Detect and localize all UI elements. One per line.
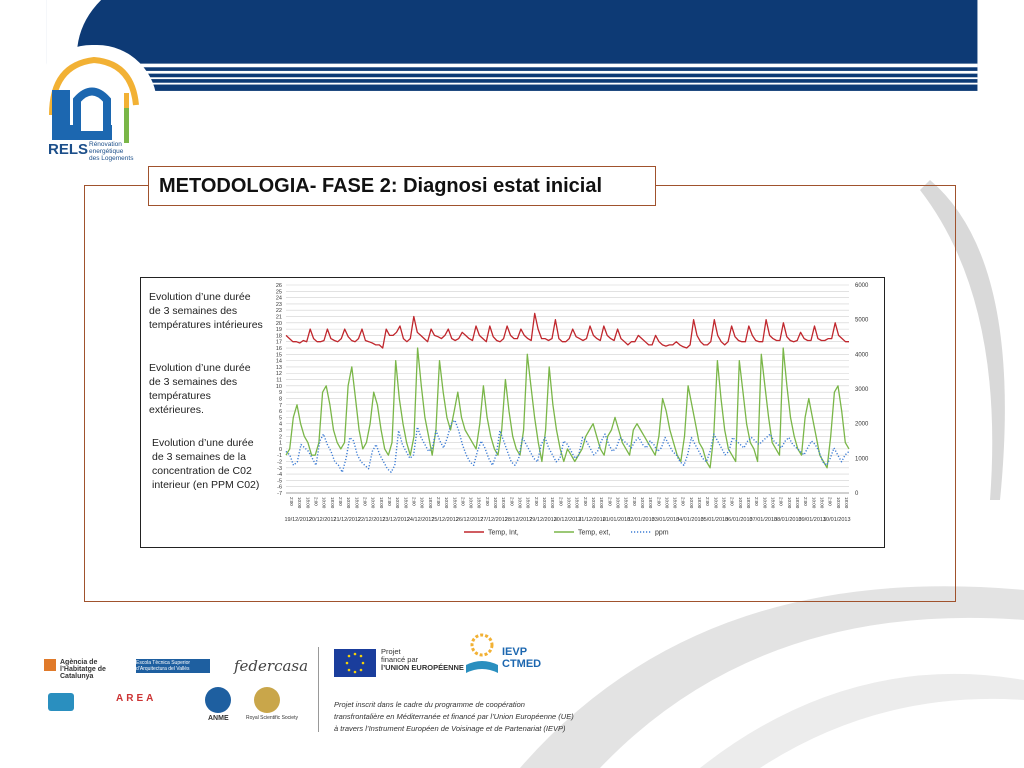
y-left-tick-label: 25: [275, 289, 282, 296]
x-date-tick-label: 25/12/2012: [431, 517, 459, 523]
x-hour-tick-label: 10:00: [444, 497, 450, 509]
x-hour-tick-label: 10:00: [370, 497, 376, 509]
y-left-tick-label: 20: [275, 320, 282, 327]
y-left-tick-label: -2: [277, 459, 282, 466]
x-hour-tick-label: 10:00: [493, 497, 499, 509]
y-left-tick-label: 19: [275, 327, 282, 334]
x-hour-tick-label: 2:00: [582, 497, 588, 506]
logo-small-icon: [48, 693, 74, 711]
description-exterior: Evolution d’une durée de 3 semaines des températures extérieures.: [149, 362, 251, 416]
x-hour-tick-label: 2:00: [435, 497, 441, 506]
x-hour-tick-label: 2:00: [778, 497, 784, 506]
x-hour-tick-label: 2:00: [656, 497, 662, 506]
line-chart: [266, 282, 883, 544]
x-hour-tick-label: 10:00: [811, 497, 817, 509]
x-hour-tick-label: 10:00: [639, 497, 645, 509]
x-hour-tick-label: 2:00: [607, 497, 613, 506]
x-hour-tick-label: 10:00: [297, 497, 303, 509]
y-left-tick-label: 0: [278, 446, 282, 453]
x-date-tick-label: 06/01/2013: [725, 517, 753, 523]
x-hour-tick-label: 18:00: [305, 497, 311, 509]
y-left-tick-label: 26: [275, 283, 282, 289]
x-date-tick-label: 09/01/2013: [798, 517, 827, 523]
x-date-tick-label: 26/12/2012: [455, 517, 484, 523]
x-hour-tick-label: 2:00: [558, 497, 564, 506]
brand-tagline: Rénovation energétique des Logements: [89, 141, 134, 162]
x-hour-tick-label: 10:00: [468, 497, 474, 509]
x-hour-tick-label: 2:00: [754, 497, 760, 506]
brand-name: RELS: [48, 141, 89, 158]
agencia-logo-icon: [44, 659, 56, 671]
x-date-tick-label: 27/12/2012: [480, 517, 508, 523]
y-left-tick-label: 14: [275, 358, 282, 365]
x-hour-tick-label: 2:00: [484, 497, 490, 506]
y-left-tick-label: -1: [277, 453, 282, 460]
anme-logo-icon: [205, 687, 231, 713]
chart-panel: [140, 277, 885, 548]
x-hour-tick-label: 2:00: [289, 497, 295, 506]
x-hour-tick-label: 10:00: [835, 497, 841, 509]
x-hour-tick-label: 2:00: [386, 497, 392, 506]
x-hour-tick-label: 10:00: [566, 497, 572, 509]
y-left-tick-label: 24: [275, 295, 282, 302]
y-left-tick-label: 10: [275, 383, 282, 390]
x-hour-tick-label: 2:00: [803, 497, 809, 506]
x-date-tick-label: 24/12/2012: [406, 517, 435, 523]
logo-rss: Royal Scientific Society: [246, 715, 298, 721]
y-left-tick-label: 3: [278, 427, 282, 434]
y-left-tick-label: 2: [278, 434, 282, 441]
logo-anme: ANME: [208, 715, 229, 722]
y-left-tick-label: 1: [278, 440, 282, 447]
x-hour-tick-label: 18:00: [770, 497, 776, 509]
series-line-tempext: [286, 348, 849, 468]
x-hour-tick-label: 18:00: [550, 497, 556, 509]
y-left-tick-label: 11: [276, 377, 282, 384]
x-hour-tick-label: 18:00: [574, 497, 580, 509]
x-hour-tick-label: 10:00: [713, 497, 719, 509]
x-hour-tick-label: 10:00: [517, 497, 523, 509]
y-left-tick-label: 18: [275, 333, 282, 340]
y-left-tick-label: 16: [275, 346, 282, 353]
logo-federcasa: federcasa: [234, 657, 309, 675]
x-hour-tick-label: 18:00: [476, 497, 482, 509]
x-hour-tick-label: 10:00: [786, 497, 792, 509]
x-hour-tick-label: 10:00: [395, 497, 401, 509]
y-left-tick-label: 9: [278, 390, 282, 397]
x-hour-tick-label: 2:00: [729, 497, 735, 506]
y-left-tick-label: 8: [278, 396, 282, 403]
x-hour-tick-label: 10:00: [542, 497, 548, 509]
legend-label: Temp, Int,: [488, 529, 519, 537]
x-date-tick-label: 07/01/2013: [749, 517, 778, 523]
y-left-tick-label: -7: [277, 491, 282, 497]
x-hour-tick-label: 10:00: [762, 497, 768, 509]
y-left-tick-label: -3: [277, 465, 282, 472]
y-left-tick-label: 5: [278, 415, 282, 422]
description-interior: Evolution d’une durée de 3 semaines des températures intérieures: [149, 291, 263, 331]
x-hour-tick-label: 2:00: [827, 497, 833, 506]
x-hour-tick-label: 18:00: [843, 497, 849, 509]
x-date-tick-label: 22/12/2012: [357, 517, 386, 523]
y-right-tick-label: 5000: [855, 317, 869, 324]
x-date-tick-label: 28/12/2012: [504, 517, 533, 523]
x-hour-tick-label: 18:00: [403, 497, 409, 509]
eu-disclaimer: Projet inscrit dans le cadre du programme de coopération transfrontalière en Méditerranée et financé par l’Union Européenne (UE) à travers l’Instrument Européen de Voisinage et de Partenariat (IEVP): [334, 700, 574, 733]
x-date-tick-label: 20/12/2012: [308, 517, 337, 523]
x-hour-tick-label: 18:00: [623, 497, 629, 509]
x-date-tick-label: 02/01/2013: [627, 517, 655, 523]
x-hour-tick-label: 18:00: [354, 497, 360, 509]
y-left-tick-label: 21: [275, 314, 282, 321]
x-date-tick-label: 30/12/2012: [553, 517, 582, 523]
x-date-tick-label: 10/01/2013: [822, 517, 851, 523]
x-hour-tick-label: 2:00: [411, 497, 417, 506]
x-hour-tick-label: 10:00: [321, 497, 327, 509]
x-hour-tick-label: 18:00: [672, 497, 678, 509]
x-date-tick-label: 19/12/2012: [284, 517, 313, 523]
x-hour-tick-label: 18:00: [794, 497, 800, 509]
series-line-tempint: [286, 313, 849, 348]
x-hour-tick-label: 2:00: [509, 497, 515, 506]
y-left-tick-label: -5: [277, 478, 282, 485]
x-hour-tick-label: 18:00: [648, 497, 654, 509]
x-hour-tick-label: 18:00: [525, 497, 531, 509]
x-date-tick-label: 21/12/2012: [333, 517, 361, 523]
x-hour-tick-label: 10:00: [737, 497, 743, 509]
y-right-tick-label: 2000: [855, 421, 869, 428]
y-left-tick-label: 23: [275, 301, 282, 308]
x-hour-tick-label: 2:00: [460, 497, 466, 506]
x-hour-tick-label: 10:00: [688, 497, 694, 509]
logo-etsav: Escola Tècnica Superior d’Arquitectura del Vallès: [136, 660, 191, 672]
x-hour-tick-label: 10:00: [419, 497, 425, 509]
x-hour-tick-label: 18:00: [329, 497, 335, 509]
x-date-tick-label: 31/12/2012: [578, 517, 606, 523]
slide-title: METODOLOGIA- FASE 2: Diagnosi estat inicial: [148, 166, 656, 206]
x-hour-tick-label: 18:00: [721, 497, 727, 509]
x-hour-tick-label: 10:00: [346, 497, 352, 509]
footer: [40, 645, 1000, 755]
x-hour-tick-label: 10:00: [590, 497, 596, 509]
x-hour-tick-label: 18:00: [501, 497, 507, 509]
eu-funding-label: Projet financé par l’UNION EUROPÉENNE: [381, 647, 464, 672]
x-hour-tick-label: 2:00: [533, 497, 539, 506]
rss-logo-icon: [254, 687, 280, 713]
y-left-tick-label: 22: [275, 308, 282, 315]
x-hour-tick-label: 18:00: [746, 497, 752, 509]
x-hour-tick-label: 10:00: [664, 497, 670, 509]
x-date-tick-label: 03/01/2013: [651, 517, 680, 523]
x-hour-tick-label: 18:00: [697, 497, 703, 509]
logo-area: AREA: [116, 693, 157, 704]
x-hour-tick-label: 18:00: [819, 497, 825, 509]
series-line-ppm: [286, 420, 849, 472]
ievp-logo: IEVP CTMED: [502, 646, 542, 670]
description-co2: Evolution d’une durée de 3 semaines de la concentration de C02 interieur (en PPM C02): [152, 437, 260, 491]
x-hour-tick-label: 2:00: [362, 497, 368, 506]
x-date-tick-label: 08/01/2013: [774, 517, 802, 523]
x-hour-tick-label: 18:00: [452, 497, 458, 509]
y-right-tick-label: 4000: [855, 352, 869, 359]
x-hour-tick-label: 2:00: [680, 497, 686, 506]
x-hour-tick-label: 18:00: [599, 497, 605, 509]
logo-agencia: Agència de l’Habitatge de Catalunya: [60, 659, 106, 680]
y-left-tick-label: 12: [275, 371, 282, 378]
y-right-tick-label: 0: [855, 491, 859, 497]
y-left-tick-label: -6: [277, 484, 282, 491]
footer-divider: [318, 647, 319, 732]
legend-label: Temp, ext,: [578, 529, 611, 537]
x-date-tick-label: 01/01/2013: [602, 517, 631, 523]
y-right-tick-label: 1000: [855, 456, 869, 463]
y-left-tick-label: 7: [278, 402, 282, 409]
x-hour-tick-label: 2:00: [705, 497, 711, 506]
y-right-tick-label: 6000: [855, 283, 869, 289]
y-right-tick-label: 3000: [855, 387, 869, 393]
y-left-tick-label: 6: [278, 409, 282, 416]
y-left-tick-label: 4: [278, 421, 282, 428]
y-left-tick-label: -4: [277, 472, 282, 479]
x-hour-tick-label: 2:00: [631, 497, 637, 506]
x-hour-tick-label: 2:00: [338, 497, 344, 506]
x-date-tick-label: 23/12/2012: [382, 517, 410, 523]
y-left-tick-label: 15: [275, 352, 282, 359]
x-hour-tick-label: 18:00: [378, 497, 384, 509]
x-hour-tick-label: 18:00: [427, 497, 433, 509]
x-hour-tick-label: 10:00: [615, 497, 621, 509]
x-date-tick-label: 04/01/2013: [676, 517, 704, 523]
y-left-tick-label: 13: [275, 364, 282, 371]
x-date-tick-label: 29/12/2012: [529, 517, 557, 523]
eu-flag-icon: [334, 649, 376, 677]
ievp-emblem-icon: [464, 633, 500, 681]
x-date-tick-label: 05/01/2013: [700, 517, 729, 523]
legend-label: ppm: [655, 529, 669, 537]
x-hour-tick-label: 2:00: [313, 497, 319, 506]
y-left-tick-label: 17: [275, 339, 282, 346]
